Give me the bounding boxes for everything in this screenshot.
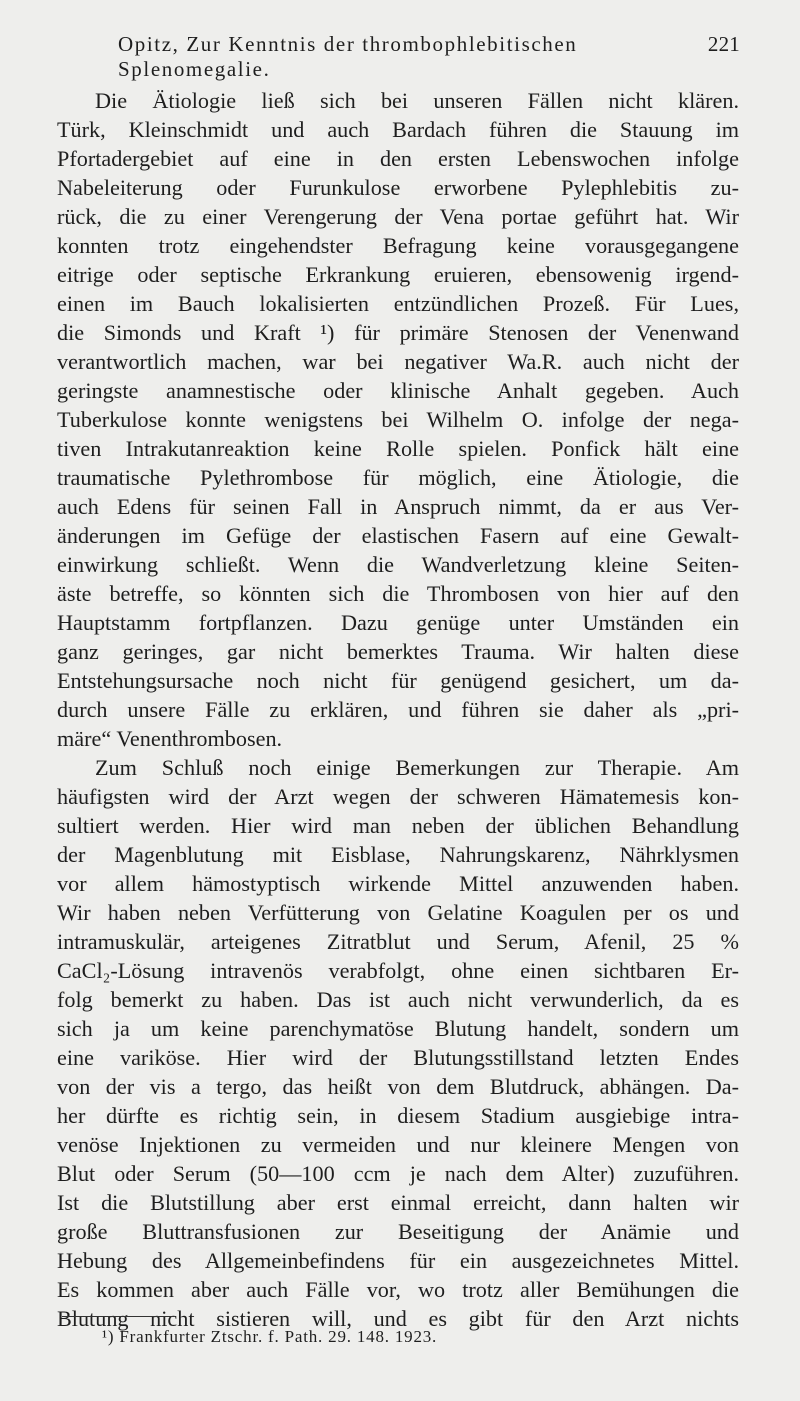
text-line: eine variköse. Hier wird der Blutungsstillstand letzten Endes (57, 1045, 739, 1070)
text-line: große Bluttransfusionen zur Beseitigung der Anämie und (57, 1219, 739, 1244)
text-line: eitrige oder septische Erkrankung eruieren, ebensowenig irgend- (57, 262, 739, 287)
body-text (57, 86, 739, 1333)
text-line: sich ja um keine parenchymatöse Blutung handelt, sondern um (57, 1016, 739, 1041)
text-line: venöse Injektionen zu vermeiden und nur kleinere Mengen von (57, 1132, 739, 1157)
text-line: Wir haben neben Verfütterung von Gelatine Koagulen per os und (57, 900, 739, 925)
text-line: Türk, Kleinschmidt und auch Bardach führen die Stauung im (57, 117, 739, 142)
running-title: Opitz, Zur Kenntnis der thrombophlebitischen Splenomegalie. (118, 32, 578, 81)
text-line: Pfortadergebiet auf eine in den ersten Lebenswochen infolge (57, 146, 739, 171)
text-line: verantwortlich machen, war bei negativer Wa.R. auch nicht der (57, 349, 739, 374)
text-line: CaCl₂-Lösung intravenös verabfolgt, ohne einen sichtbaren Er- (57, 958, 739, 983)
text-line: häufigsten wird der Arzt wegen der schweren Hämatemesis kon- (57, 784, 739, 809)
text-line: Es kommen aber auch Fälle vor, wo trotz aller Bemühungen die (57, 1277, 739, 1302)
text-line: Blutung nicht sistieren will, und es gibt für den Arzt nichts (57, 1306, 739, 1331)
text-line: Tuberkulose konnte wenigstens bei Wilhelm O. infolge der nega- (57, 407, 739, 432)
text-line: auch Edens für seinen Fall in Anspruch nimmt, da er aus Ver- (57, 494, 739, 519)
text-line: Die Ätiologie ließ sich bei unseren Fällen nicht klären. (95, 88, 739, 113)
text-line: her dürfte es richtig sein, in diesem Stadium ausgiebige intra- (57, 1103, 739, 1128)
text-line: änderungen im Gefüge der elastischen Fasern auf eine Gewalt- (57, 523, 739, 548)
text-line: Entstehungsursache noch nicht für genügend gesichert, um da- (57, 668, 739, 693)
text-line: Ist die Blutstillung aber erst einmal erreicht, dann halten wir (57, 1190, 739, 1215)
footnote: ¹) Frankfurter Ztschr. f. Path. 29. 148. 1923. (102, 1327, 438, 1346)
text-line: äste betreffe, so könnten sich die Thrombosen von hier auf den (57, 581, 739, 606)
text-line: konnten trotz eingehendster Befragung keine vorausgegangene (57, 233, 739, 258)
text-line: Hauptstamm fortpflanzen. Dazu genüge unter Umständen ein (57, 610, 739, 635)
text-line: von der vis a tergo, das heißt von dem Blutdruck, abhängen. Da- (57, 1074, 739, 1099)
text-line: die Simonds und Kraft ¹) für primäre Stenosen der Venenwand (57, 320, 739, 345)
text-line: sultiert werden. Hier wird man neben der üblichen Behandlung (57, 813, 739, 838)
text-line: Nabeleiterung oder Furunkulose erworbene Pylephlebitis zu- (57, 175, 739, 200)
text-line: einen im Bauch lokalisierten entzündlichen Prozeß. Für Lues, (57, 291, 739, 316)
text-line: Hebung des Allgemeinbefindens für ein ausgezeichnetes Mittel. (57, 1248, 739, 1273)
text-line: einwirkung schließt. Wenn die Wandverletzung kleine Seiten- (57, 552, 739, 577)
running-header (118, 32, 740, 81)
text-line: ganz geringes, gar nicht bemerktes Trauma. Wir halten diese (57, 639, 739, 664)
text-line: rück, die zu einer Verengerung der Vena portae geführt hat. Wir (57, 204, 739, 229)
text-line: vor allem hämostyptisch wirkende Mittel anzuwenden haben. (57, 871, 739, 896)
text-line: Zum Schluß noch einige Bemerkungen zur Therapie. Am (95, 755, 739, 780)
text-line: Blut oder Serum (50—100 ccm je nach dem Alter) zuzuführen. (57, 1161, 739, 1186)
text-line: durch unsere Fälle zu erklären, und führen sie daher als „pri- (57, 697, 739, 722)
text-line: der Magenblutung mit Eisblase, Nahrungskarenz, Nährklysmen (57, 842, 739, 867)
text-line: intramuskulär, arteigenes Zitratblut und Serum, Afenil, 25 % (57, 929, 739, 954)
text-line: folg bemerkt zu haben. Das ist auch nicht verwunderlich, da es (57, 987, 739, 1012)
text-line: geringste anamnestische oder klinische Anhalt gegeben. Auch (57, 378, 739, 403)
footnote-divider (62, 1316, 174, 1317)
text-line: märe“ Venenthrombosen. (57, 726, 283, 751)
text-line: tiven Intrakutanreaktion keine Rolle spielen. Ponfick hält eine (57, 436, 739, 461)
page-number: 221 (707, 32, 740, 56)
text-line: traumatische Pylethrombose für möglich, eine Ätiologie, die (57, 465, 739, 490)
